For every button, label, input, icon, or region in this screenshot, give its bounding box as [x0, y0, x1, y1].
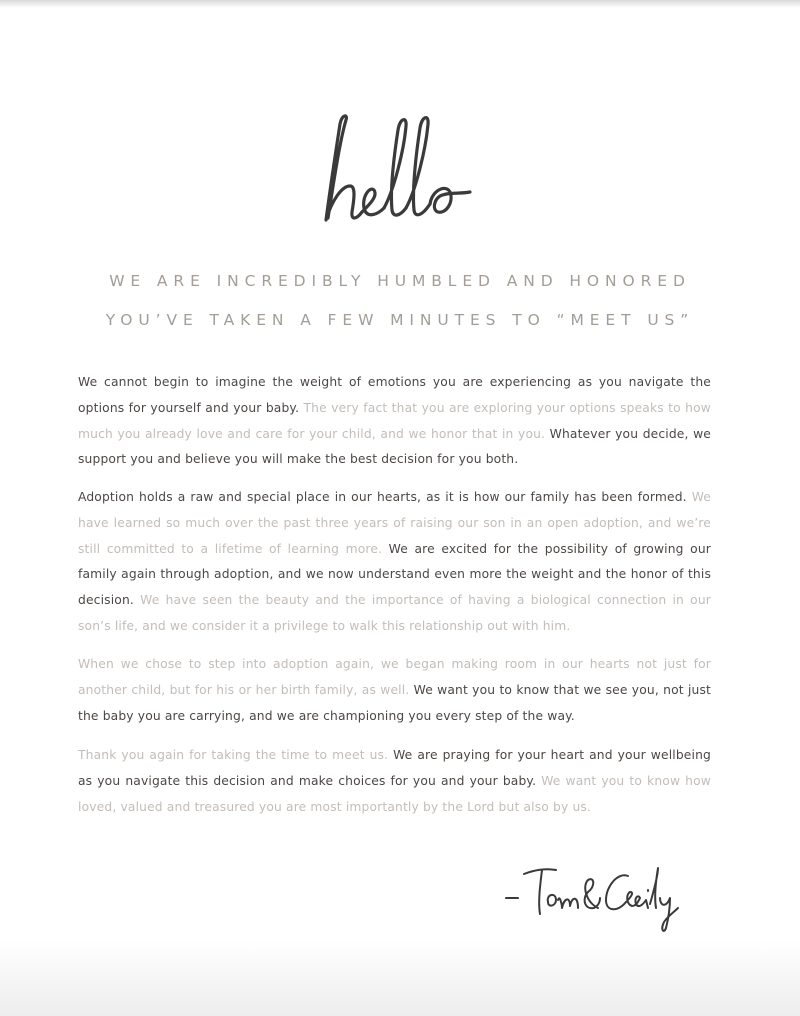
headline-line-1: WE ARE INCREDIBLY HUMBLED AND HONORED — [109, 272, 691, 290]
headline-line-2: YOU’VE TAKEN A FEW MINUTES TO “MEET US” — [105, 311, 695, 329]
paragraph-3-segment-2: We want you to know that we see you, not just the baby you are carrying, and we are championing you every step of the way. — [78, 682, 711, 723]
paragraph-4-segment-3: We want you to know how loved, valued and treasured you are most importantly by the Lord but also by us. — [78, 773, 711, 814]
hello-script-graphic — [300, 100, 500, 240]
paragraph-3 — [78, 652, 711, 729]
paragraph-2-segment-2: We have learned so much over the past three years of raising our son in an open adoption, and we’re still committed to a lifetime of learning more. — [78, 490, 711, 556]
paragraph-1-segment-2: The very fact that you are exploring your options speaks to how much you already love and care for your child, and we honor that in you. — [78, 400, 711, 441]
paragraph-2 — [78, 485, 711, 640]
paragraph-2-segment-4: We have seen the beauty and the importance of having a biological connection in our son’s life, and we consider it a privilege to walk this relationship out with him. — [78, 593, 711, 633]
paragraph-1-segment-1: We cannot begin to imagine the weight of emotions you are experiencing as you navigate the options for yourself and your baby. — [78, 375, 711, 415]
paragraph-1-segment-3: Whatever you decide, we support you and believe you will make the best decision for you both. — [78, 426, 712, 467]
signature-script-graphic — [500, 846, 700, 936]
hello-script-heading — [300, 100, 500, 240]
paragraph-3-segment-1: When we chose to step into adoption again, we began making room in our hearts not just for another child, but for his or her birth family, as well. — [78, 657, 711, 697]
paragraph-1 — [78, 370, 711, 473]
paragraph-4 — [78, 743, 711, 820]
paragraph-4-segment-1: Thank you again for taking the time to meet us. — [78, 748, 394, 762]
paragraph-2-segment-3: We are excited for the possibility of growing our family again through adoption, and we now understand even more the weight and the honor of this decision. — [78, 541, 711, 608]
paragraph-4-segment-2: We are praying for your heart and your wellbeing as you navigate this decision and make choices for you and your baby. — [78, 748, 711, 788]
paragraph-2-segment-1: Adoption holds a raw and special place in our hearts, as it is how our family has been formed. — [78, 490, 692, 504]
signature — [500, 846, 700, 936]
